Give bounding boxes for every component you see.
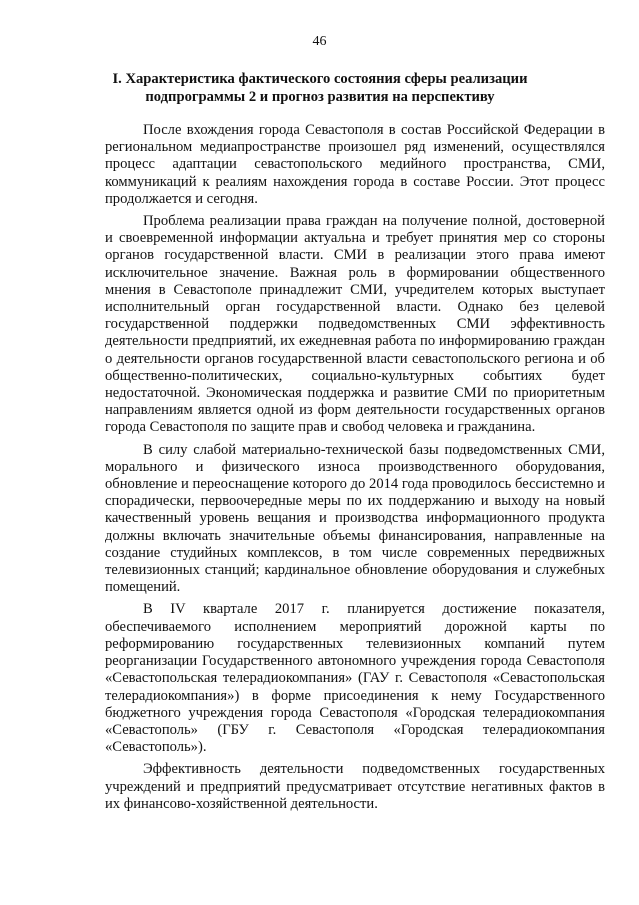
paragraph-2: Проблема реализации права граждан на получение полной, достоверной и своевременной информации актуальна и требует принятия мер со стороны органов государственной власти. СМИ в реализации этого права имеют исключительное значение. Важная роль в формировании общественного мнения в Севастополе принадлежит СМИ, учредителем которых выступает исполнительный орган государственной власти. Однако без целевой государственной поддержки подведомственных СМИ эффективность деятельности предприятий, их ежедневная работа по информированию граждан о деятельности органов государственной власти севастопольского региона и об общественно-политических, социально-культурных событиях будет недостаточной. Экономическая поддержка и развитие СМИ по приоритетным направлениям является одной из форм деятельности государственных органов города Севастополя по защите прав и свобод человека и гражданина. xyxy=(105,213,605,436)
paragraph-4: В IV квартале 2017 г. планируется достижение показателя, обеспечиваемого исполнением мероприятий дорожной карты по реформированию государственных телевизионных компаний путем реорганизации Государственного автономного учреждения города Севастополя «Севастопольская телерадиокомпания» (ГАУ г. Севастополя «Севастопольская телерадиокомпания») в форме присоединения к нему Государственного бюджетного учреждения города Севастополя «Городская телерадиокомпания «Севастополь» (ГБУ г. Севастополя «Городская телерадиокомпания «Севастополь»). xyxy=(105,601,605,756)
section-heading: I. Характеристика фактического состояния сферы реализации подпрограммы 2 и прогноз развития на перспективу xyxy=(112,71,528,105)
paragraph-1: После вхождения города Севастополя в состав Российской Федерации в региональном медиапространстве произошел ряд изменений, осуществлялся процесс адаптации севастопольского медийного пространства, СМИ, коммуникаций к реалиям нахождения города в составе России. Этот процесс продолжается и сегодня. xyxy=(105,122,605,207)
paragraph-5: Эффективность деятельности подведомственных государственных учреждений и предприятий предусматривает отсутствие негативных фактов в их финансово-хозяйственной деятельности. xyxy=(105,761,605,812)
document-body xyxy=(105,122,605,818)
paragraph-3: В силу слабой материально-технической базы подведомственных СМИ, морального и физического износа производственного оборудования, обновление и переоснащение которого до 2014 года проводилось бессистемно и спорадически, первоочередные меры по их поддержанию и выходу на новый качественный уровень вещания и производства информационного продукта должны включать значительные объемы финансирования, направленные на создание студийных комплексов, в том числе современных передвижных телевизионных станций; кардинальное обновление оборудования и служебных помещений. xyxy=(105,441,605,596)
page-number: 46 xyxy=(312,34,327,49)
